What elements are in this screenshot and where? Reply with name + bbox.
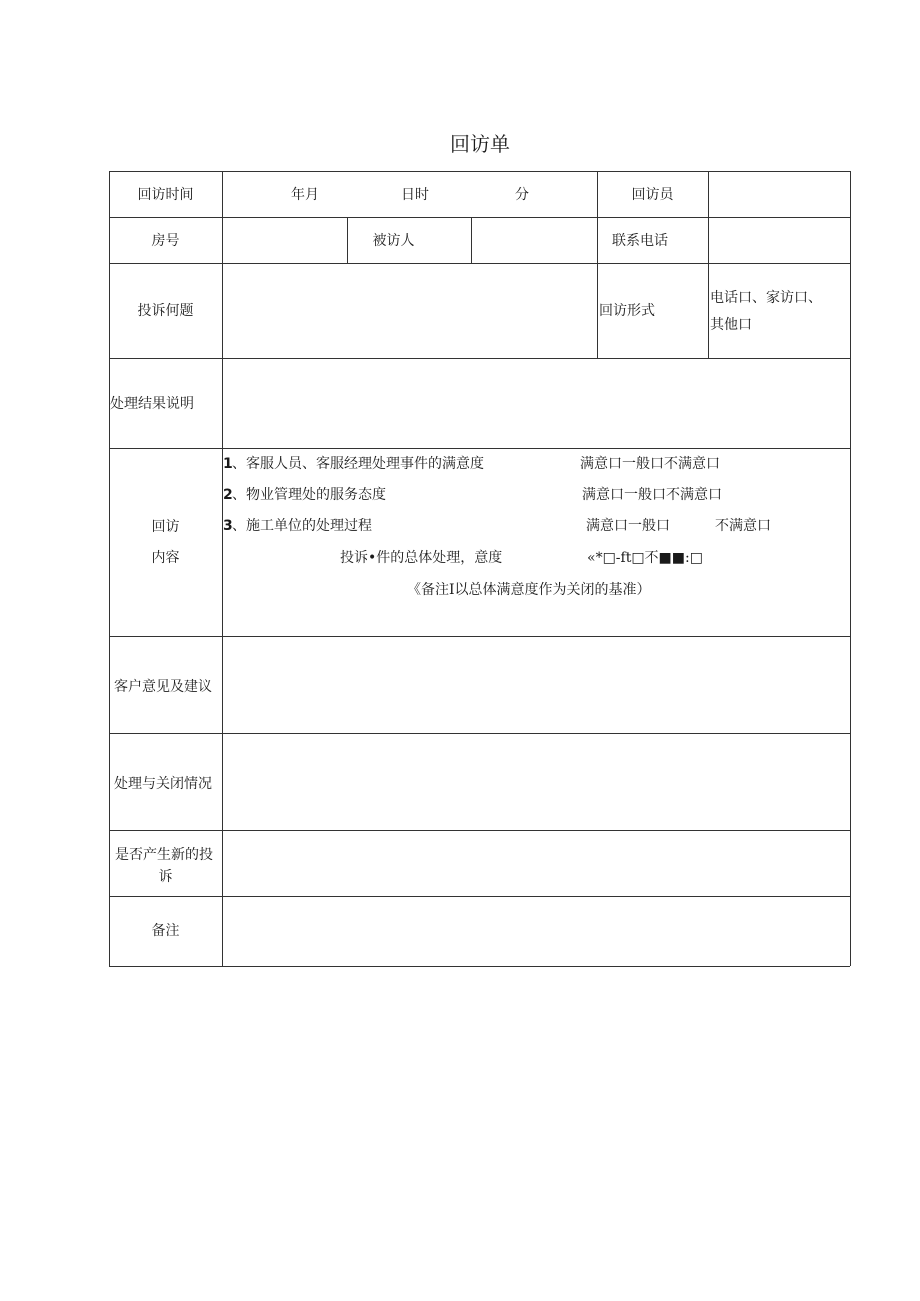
year-month-label: 年月 (291, 187, 319, 203)
page-title: 回访单 (450, 132, 510, 156)
customer-suggestions-field[interactable] (226, 641, 846, 728)
complaint-issue-label: 投诉何题 (137, 303, 194, 319)
table-border-top (109, 171, 850, 172)
satisfaction-rating[interactable]: 满意口一般口不满意口 (580, 456, 720, 472)
table-border-bottom (109, 966, 850, 967)
visitee-label: 被访人 (372, 233, 415, 249)
contact-phone-label: 联系电话 (612, 233, 668, 249)
overall-satisfaction-rating[interactable]: «*□-ft□不■■:□ (587, 550, 703, 566)
minute-label: 分 (515, 187, 529, 203)
contact-phone-field[interactable] (712, 233, 846, 249)
result-description-field[interactable] (226, 363, 846, 443)
visit-content-label-line1: 回访 (151, 519, 180, 535)
column-divider (471, 217, 472, 263)
day-hour-label: 日时 (401, 187, 429, 203)
table-border-left (109, 171, 110, 966)
customer-suggestions-label: 客户意见及建议 (114, 679, 212, 695)
satisfaction-rating[interactable]: 满意口一般口 (586, 518, 670, 534)
result-description-label: 处理结果说明 (110, 396, 194, 412)
new-complaint-field[interactable] (226, 835, 846, 891)
item-number: 2 (223, 487, 233, 503)
item-number: 3 (223, 518, 233, 534)
visit-form-options-line2: 其他口 (710, 317, 752, 333)
visit-time-label: 回访时间 (137, 187, 194, 203)
visit-content-label-line2: 内容 (151, 550, 180, 566)
row-divider (109, 263, 850, 264)
table-border-right (850, 171, 851, 966)
item-text: 、客服人员、客服经理处理事件的满意度 (232, 456, 484, 472)
visit-form-label: 回访形式 (599, 303, 655, 319)
room-number-label: 房号 (151, 233, 180, 249)
visitor-field[interactable] (712, 187, 846, 203)
remarks-field[interactable] (226, 901, 846, 961)
complaint-issue-field[interactable] (226, 268, 593, 354)
visit-form-options-line1: 电话口、家访口、 (710, 290, 822, 306)
closing-note: 《备注Ⅰ以总体满意度作为关闭的基准） (407, 582, 651, 598)
item-text: 、物业管理处的服务态度 (232, 487, 386, 503)
satisfaction-rating[interactable]: 满意口一般口不满意口 (582, 487, 722, 503)
row-divider (109, 636, 850, 637)
handling-closing-field[interactable] (226, 738, 846, 825)
new-complaint-label-line1: 是否产生新的投 (115, 847, 213, 863)
visitor-label: 回访员 (631, 187, 674, 203)
new-complaint-label-line2: 诉 (158, 869, 173, 885)
row-divider (109, 733, 850, 734)
room-number-field[interactable] (226, 233, 343, 249)
row-divider (109, 448, 850, 449)
remarks-label: 备注 (151, 923, 180, 939)
satisfaction-rating-extra[interactable]: 不满意口 (715, 518, 771, 534)
row-divider (109, 830, 850, 831)
label-column-divider (222, 171, 223, 966)
item-text: 、施工单位的处理过程 (232, 518, 372, 534)
row-divider (109, 358, 850, 359)
visitee-field[interactable] (475, 233, 593, 249)
row-divider (109, 217, 850, 218)
item-number: 1 (223, 456, 233, 472)
handling-closing-label: 处理与关闭情况 (114, 776, 212, 792)
row-divider (109, 896, 850, 897)
overall-satisfaction-text: 投诉•件的总体处理，意度 (340, 550, 503, 566)
column-divider (708, 171, 709, 358)
